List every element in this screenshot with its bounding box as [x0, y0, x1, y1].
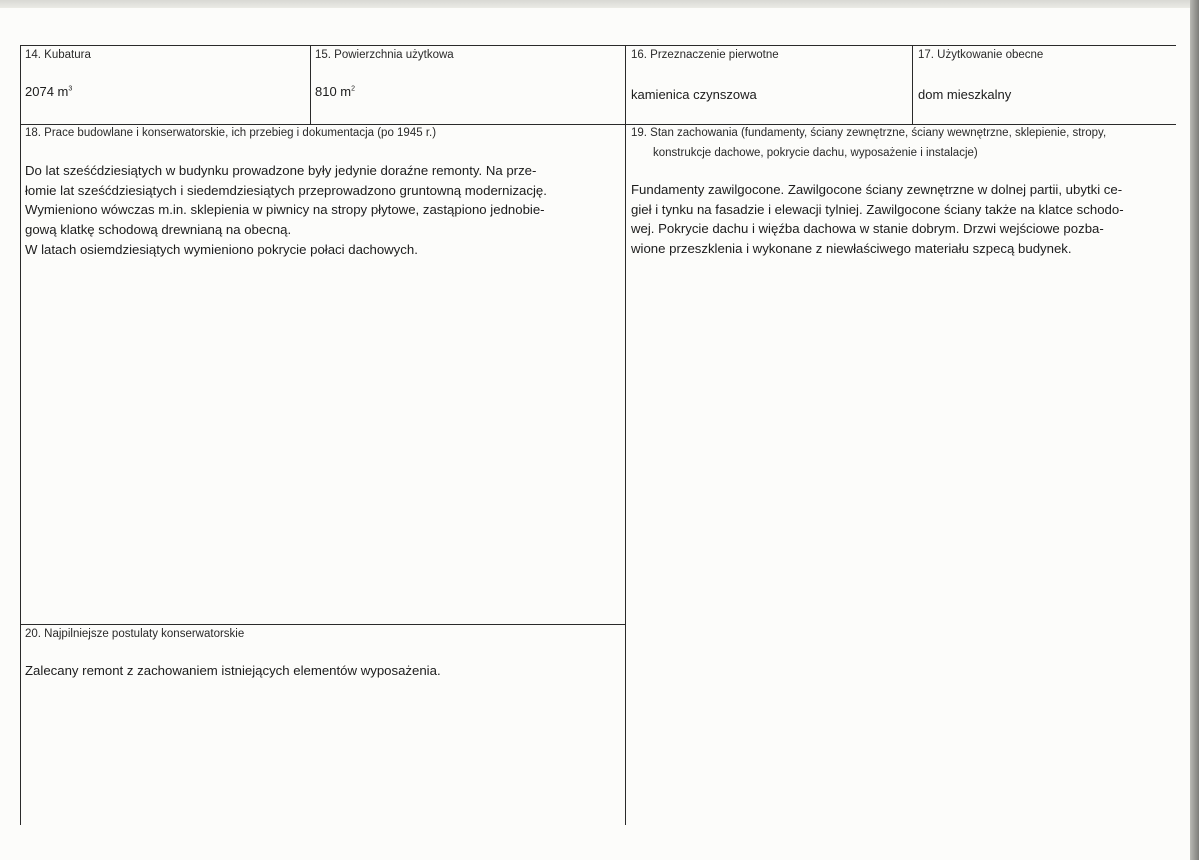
stan-line: gieł i tynku na fasadzie i elewacji tylniej. Zawilgocone ściany także na klatce schodo- — [631, 201, 1124, 217]
uzytkowanie-value: dom mieszkalny — [918, 87, 1012, 102]
prace-text — [25, 161, 547, 260]
column-divider-main — [625, 45, 626, 825]
column-divider-16-17 — [912, 45, 913, 125]
przeznaczenie-value: kamienica czynszowa — [631, 87, 757, 102]
kubatura-value — [25, 84, 72, 99]
kubatura-unit-sup: 3 — [68, 85, 73, 93]
powierzchnia-number: 810 m — [315, 84, 352, 99]
kubatura-number: 2074 m — [25, 84, 69, 99]
kubatura-label: 14. Kubatura — [25, 49, 91, 61]
column-divider-14-15 — [310, 45, 311, 125]
stan-label-line-1: 19. Stan zachowania (fundamenty, ściany zewnętrzne, ściany wewnętrzne, sklepienie, stropy, — [631, 127, 1107, 139]
prace-label: 18. Prace budowlane i konserwatorskie, ich przebieg i dokumentacja (po 1945 r.) — [25, 127, 437, 139]
prace-line: Wymieniono wówczas m.in. sklepienia w piwnicy na stropy płytowe, zastąpiono jednobie- — [25, 202, 545, 218]
scan-right-edge — [1190, 0, 1199, 860]
postulaty-text: Zalecany remont z zachowaniem istniejących elementów wyposażenia. — [25, 663, 441, 678]
powierzchnia-unit-sup: 2 — [351, 85, 356, 93]
powierzchnia-value — [315, 84, 355, 99]
column-divider-left — [20, 45, 21, 825]
section-20-top-border — [20, 624, 625, 625]
stan-line: wione przeszklenia i wykonane z niewłaściwego materiału szpecą budynek. — [631, 241, 1072, 257]
postulaty-label: 20. Najpilniejsze postulaty konserwatorskie — [25, 628, 245, 640]
powierzchnia-label: 15. Powierzchnia użytkowa — [315, 49, 454, 61]
stan-label-line-2: konstrukcje dachowe, pokrycie dachu, wyposażenie i instalacje) — [653, 147, 978, 159]
prace-line: łomie lat sześćdziesiątych i siedemdziesiątych przeprowadzono gruntowną modernizację. — [25, 182, 547, 198]
uzytkowanie-label: 17. Użytkowanie obecne — [918, 49, 1044, 61]
stan-text — [631, 180, 1124, 259]
stan-line: Fundamenty zawilgocone. Zawilgocone ściany zewnętrzne w dolnej partii, ubytki ce- — [631, 182, 1123, 197]
prace-line: gową klatkę schodową drewnianą na obecną. — [25, 222, 292, 238]
form-top-border — [20, 45, 1176, 46]
prace-line: Do lat sześćdziesiątych w budynku prowadzone były jedynie doraźne remonty. Na prze- — [25, 163, 537, 178]
przeznaczenie-label: 16. Przeznaczenie pierwotne — [631, 49, 779, 61]
stan-line: wej. Pokrycie dachu i więźba dachowa w stanie dobrym. Drzwi wejściowe pozba- — [631, 221, 1104, 237]
prace-line: W latach osiemdziesiątych wymieniono pokrycie połaci dachowych. — [25, 241, 418, 257]
